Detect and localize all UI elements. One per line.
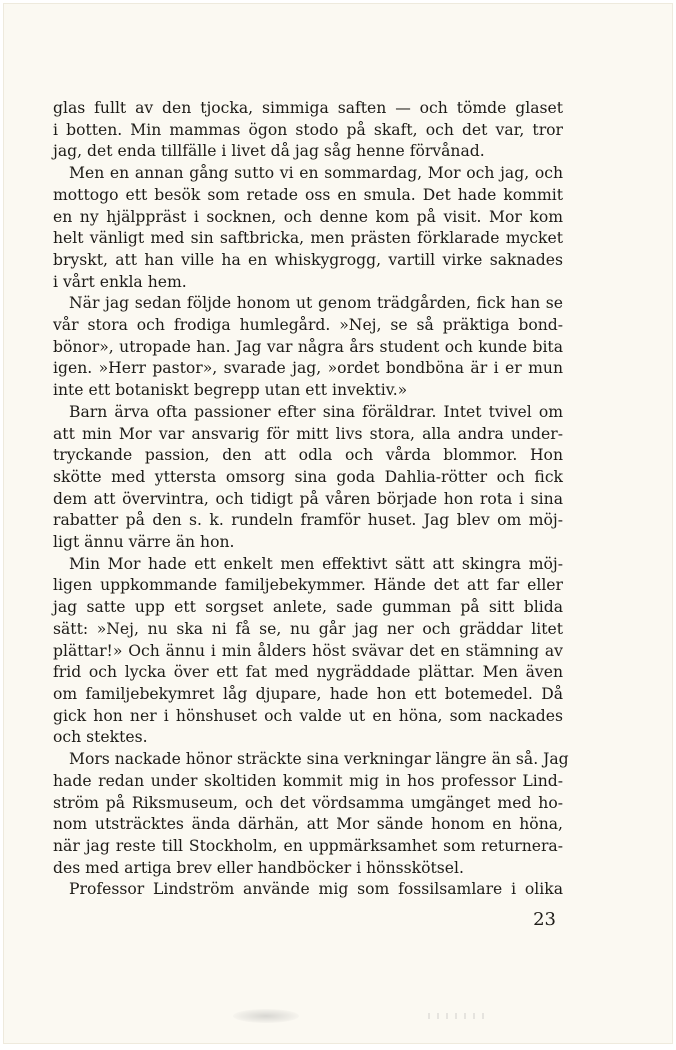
- text-line: Professor Lindström använde mig som fossilsamlare i olika: [69, 880, 563, 899]
- text-line: När jag sedan följde honom ut genom trädgården, fick han se: [69, 294, 563, 313]
- text-line: Mors nackade hönor sträckte sina verkningar längre än så. Jag: [69, 750, 569, 769]
- text-line: nom utsträcktes ända därhän, att Mor sände honom en höna,: [53, 815, 563, 834]
- text-line: igen. »Herr pastor», svarade jag, »ordet bondböna är i er mun: [53, 359, 563, 378]
- text-line: hade redan under skoltiden kommit mig in hos professor Lind-: [53, 771, 563, 790]
- text-line: skötte med yttersta omsorg sina goda Dahlia-rötter och fick: [53, 467, 563, 486]
- text-line: i botten. Min mammas ögon stodo på skaft, och det var, tror: [53, 120, 563, 139]
- text-line: bryskt, att han ville ha en whiskygrogg, vartill virke saknades: [53, 250, 563, 269]
- text-line: des med artiga brev eller handböcker i hönsskötsel.: [53, 858, 464, 877]
- text-line: gick hon ner i hönshuset och valde ut en höna, som nackades: [53, 706, 563, 725]
- text-line: plättar!» Och ännu i min ålders höst svävar det en stämning av: [53, 641, 563, 660]
- text-line: och stektes.: [53, 728, 148, 747]
- text-line: frid och lycka över ett fat med nygräddade plättar. Men även: [53, 663, 563, 682]
- text-line: sätt: »Nej, nu ska ni få se, nu går jag ner och gräddar litet: [53, 619, 563, 638]
- text-line: ligen uppkommande familjebekymmer. Hände det att far eller: [53, 576, 563, 595]
- text-line: Min Mor hade ett enkelt men effektivt sätt att skingra möj-: [69, 554, 563, 573]
- text-line: en ny hjälppräst i socknen, och denne kom på visit. Mor kom: [53, 207, 563, 226]
- text-line: inte ett botaniskt begrepp utan ett invektiv.»: [53, 381, 408, 400]
- text-line: tryckande passion, den att odla och vårda blommor. Hon: [53, 446, 563, 465]
- text-line: Barn ärva ofta passioner efter sina föräldrar. Intet tvivel om: [69, 402, 563, 421]
- text-line: bönor», utropade han. Jag var några års student och kunde bita: [53, 337, 563, 356]
- text-line: ström på Riksmuseum, och det vördsamma umgänget med ho-: [53, 793, 563, 812]
- text-line: mottogo ett besök som retade oss en smula. Det hade kommit: [53, 185, 563, 204]
- text-line: glas fullt av den tjocka, simmiga saften — och tömde glaset: [53, 99, 563, 117]
- text-line: när jag reste till Stockholm, en uppmärksamhet som returnera-: [53, 836, 563, 855]
- text-line: dem att övervintra, och tidigt på våren började hon rota i sina: [53, 489, 563, 508]
- ink-smudge: [233, 1009, 299, 1023]
- text-line: jag, det enda tillfälle i livet då jag såg henne förvånad.: [53, 142, 485, 161]
- text-line: helt vänligt med sin saftbricka, men prästen förklarade mycket: [53, 229, 563, 248]
- text-line: vår stora och frodiga humlegård. »Nej, se så präktiga bond-: [53, 316, 563, 335]
- body-text: [53, 98, 569, 901]
- text-line: ligt ännu värre än hon.: [53, 533, 235, 552]
- book-page: [3, 3, 673, 1044]
- text-line: jag satte upp ett sorgset anlete, sade gumman på sitt blida: [53, 598, 563, 617]
- text-line: Men en annan gång sutto vi en sommardag, Mor och jag, och: [69, 164, 563, 183]
- text-line: om familjebekymret låg djupare, hade hon ett botemedel. Då: [53, 684, 563, 703]
- page-number: 23: [533, 909, 556, 930]
- paper-specks: [428, 1013, 488, 1019]
- text-line: rabatter på den s. k. rundeln framför huset. Jag blev om möj-: [53, 511, 563, 530]
- text-line: att min Mor var ansvarig för mitt livs stora, alla andra under-: [53, 424, 563, 443]
- text-line: i vårt enkla hem.: [53, 272, 187, 291]
